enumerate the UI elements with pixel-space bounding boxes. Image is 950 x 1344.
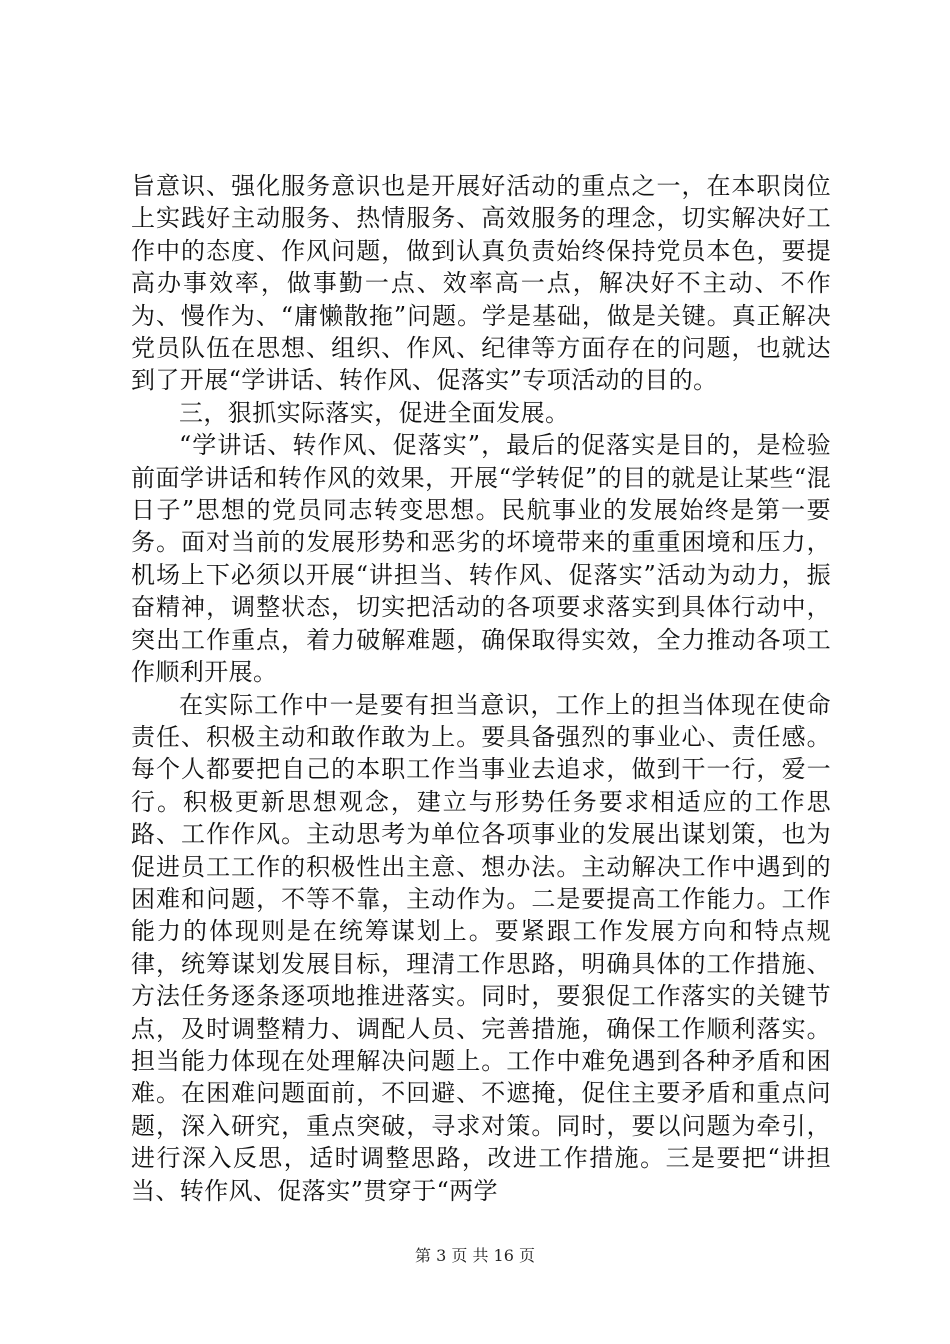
page-footer: 第 3 页 共 16 页 <box>415 1246 535 1265</box>
paragraph-1: 旨意识、强化服务意识也是开展好活动的重点之一，在本职岗位上实践好主动服务、热情服务、高效服务的理念，切实解决好工作中的态度、作风问题，做到认真负责始终保持党员本色，要提高办事效率，做事勤一点、效率高一点，解决好不主动、不作为、慢作为、“庸懒散拖”问题。学是基础，做是关键。真正解决党员队伍在思想、组织、作风、纪律等方面存在的问题，也就达到了开展“学讲话、转作风、促落实”专项活动的目的。 <box>131 172 831 395</box>
document-body <box>131 170 831 1207</box>
paragraph-3: 在实际工作中一是要有担当意识，工作上的担当体现在使命责任、积极主动和敢作敢为上。要具备强烈的事业心、责任感。每个人都要把自己的本职工作当事业去追求，做到干一行，爱一行。积极更新思想观念，建立与形势任务要求相适应的工作思路、工作作风。主动思考为单位各项事业的发展出谋划策，也为促进员工工作的积极性出主意、想办法。主动解决工作中遇到的困难和问题，不等不靠，主动作为。二是要提高工作能力。工作能力的体现则是在统筹谋划上。要紧跟工作发展方向和特点规律，统筹谋划发展目标，理清工作思路，明确具体的工作措施、方法任务逐条逐项地推进落实。同时，要狠促工作落实的关键节点，及时调整精力、调配人员、完善措施，确保工作顺利落实。担当能力体现在处理解决问题上。工作中难免遇到各种矛盾和困难。在困难问题面前，不回避、不遮掩，促住主要矛盾和重点问题，深入研究，重点突破，寻求对策。同时，要以问题为牵引，进行深入反思，适时调整思路，改进工作措施。三是要把“讲担当、转作风、促落实”贯穿于“两学 <box>131 690 831 1205</box>
section-heading-3: 三，狠抓实际落实，促进全面发展。 <box>179 398 570 427</box>
paragraph-2: “学讲话、转作风、促落实”，最后的促落实是目的，是检验前面学讲话和转作风的效果，开展“学转促”的目的就是让某些“混日子”思想的党员同志转变思想。民航事业的发展始终是第一要务。面对当前的发展形势和恶劣的坏境带来的重重困境和压力，机场上下必须以开展“讲担当、转作风、促落实”活动为动力，振奋精神，调整状态，切实把活动的各项要求落实到具体行动中，突出工作重点，着力破解难题，确保取得实效，全力推动各项工作顺利开展。 <box>131 431 831 687</box>
